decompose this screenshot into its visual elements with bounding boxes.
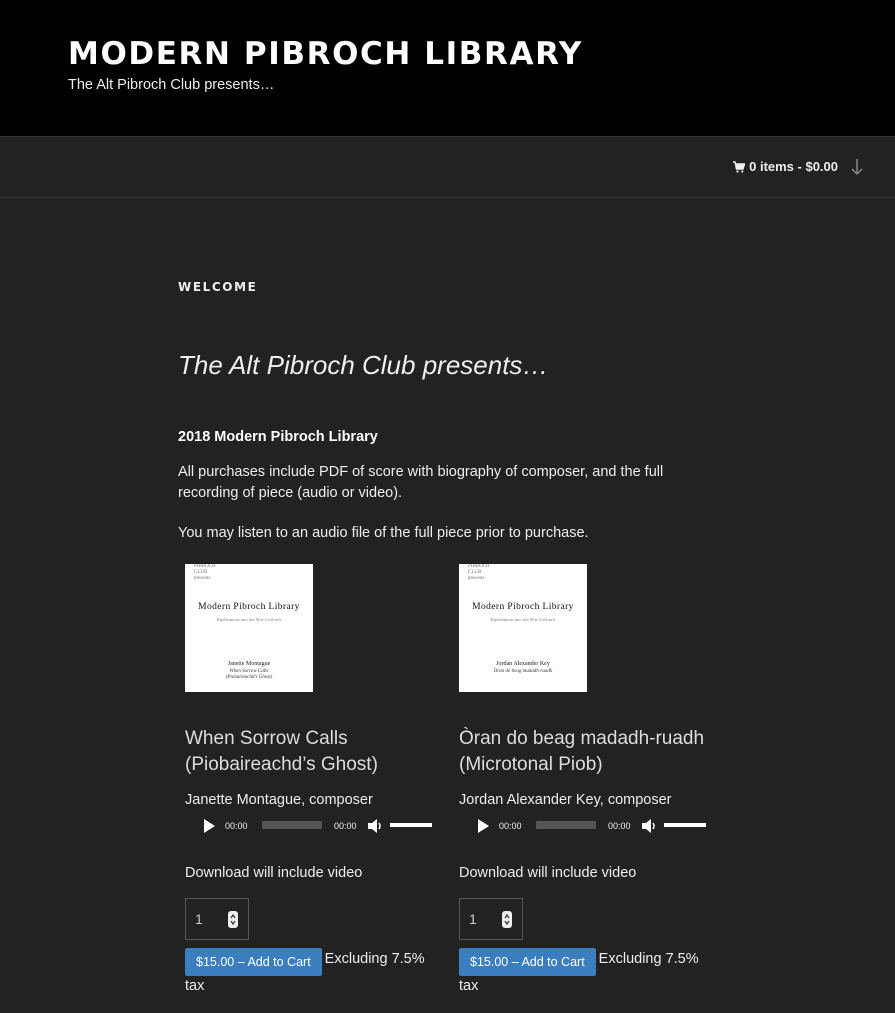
- entry-title: WELCOME: [178, 280, 258, 294]
- volume-icon[interactable]: [367, 818, 384, 834]
- tax-note: Excluding 7.5%: [324, 951, 425, 967]
- duration-time: 00:00: [608, 821, 631, 831]
- spinner-arrows-icon[interactable]: [502, 911, 512, 928]
- site-title[interactable]: MODERN PIBROCH LIBRARY: [68, 36, 583, 72]
- current-time: 00:00: [225, 821, 248, 831]
- section-heading: 2018 Modern Pibroch Library: [178, 429, 378, 445]
- cover-title: Modern Pibroch Library: [198, 602, 300, 612]
- cart-icon: [733, 161, 745, 173]
- cart-label: 0 items - $0.00: [749, 159, 838, 174]
- current-time: 00:00: [499, 821, 522, 831]
- audio-player: [185, 817, 450, 835]
- quantity-stepper[interactable]: [459, 898, 523, 940]
- cover-author: Janette Montague: [227, 661, 271, 667]
- audio-player: [459, 817, 724, 835]
- cover-author: Jordan Alexander Key: [496, 661, 550, 667]
- cover-top-text: PIBROCH CLUB presents: [194, 564, 216, 581]
- play-icon[interactable]: [202, 819, 216, 833]
- cover-title: Modern Pibroch Library: [472, 602, 574, 612]
- product-title[interactable]: When Sorrow Calls (Piobaireachd’s Ghost): [185, 728, 378, 775]
- composer-credit: Jordan Alexander Key, composer: [459, 792, 672, 808]
- volume-slider[interactable]: [664, 823, 706, 827]
- product-card: [459, 564, 724, 994]
- cover-piece: When Sorrow Calls (Piobaireachd's Ghost): [225, 669, 273, 680]
- score-cover-image[interactable]: [185, 564, 313, 692]
- site-tagline: The Alt Pibroch Club presents…: [68, 77, 275, 93]
- lead-heading: The Alt Pibroch Club presents…: [178, 350, 549, 380]
- spinner-arrows-icon[interactable]: [228, 911, 238, 928]
- volume-icon[interactable]: [641, 818, 658, 834]
- cover-top-text: PIBROCH CLUB presents: [468, 564, 490, 581]
- duration-time: 00:00: [334, 821, 357, 831]
- audio-progress-bar[interactable]: [536, 821, 596, 829]
- add-to-cart-button[interactable]: $15.00 – Add to Cart: [459, 948, 596, 976]
- cover-subtitle: Explorations into the New Ceòl mòr: [490, 617, 556, 622]
- product-card: [185, 564, 450, 994]
- cart-link[interactable]: [733, 159, 838, 174]
- download-note: Download will include video: [185, 865, 363, 881]
- cover-subtitle: Explorations into the New Ceòl mòr: [216, 617, 282, 622]
- arrow-down-icon[interactable]: [850, 157, 864, 177]
- navigation-bar: [0, 136, 895, 198]
- play-icon[interactable]: [476, 819, 490, 833]
- download-note: Download will include video: [459, 865, 637, 881]
- site-header: [0, 0, 895, 136]
- audio-progress-bar[interactable]: [262, 821, 322, 829]
- intro-paragraph: All purchases include PDF of score with biography of composer, and the full recording of piece (audio or video).: [178, 464, 664, 501]
- listen-paragraph: You may listen to an audio file of the full piece prior to purchase.: [178, 525, 589, 541]
- add-to-cart-button[interactable]: $15.00 – Add to Cart: [185, 948, 322, 976]
- quantity-stepper[interactable]: [185, 898, 249, 940]
- product-title[interactable]: Òran do beag madadh-ruadh (Microtonal Piob): [459, 728, 705, 775]
- score-cover-image[interactable]: [459, 564, 587, 692]
- composer-credit: Janette Montague, composer: [185, 792, 373, 808]
- quantity-value: 1: [469, 911, 477, 927]
- tax-note-continued: tax: [185, 978, 205, 994]
- quantity-value: 1: [195, 911, 203, 927]
- volume-slider[interactable]: [390, 823, 432, 827]
- tax-note-continued: tax: [459, 978, 479, 994]
- tax-note: Excluding 7.5%: [598, 951, 699, 967]
- cover-piece: Òran do beag madadh-ruadh: [493, 669, 553, 674]
